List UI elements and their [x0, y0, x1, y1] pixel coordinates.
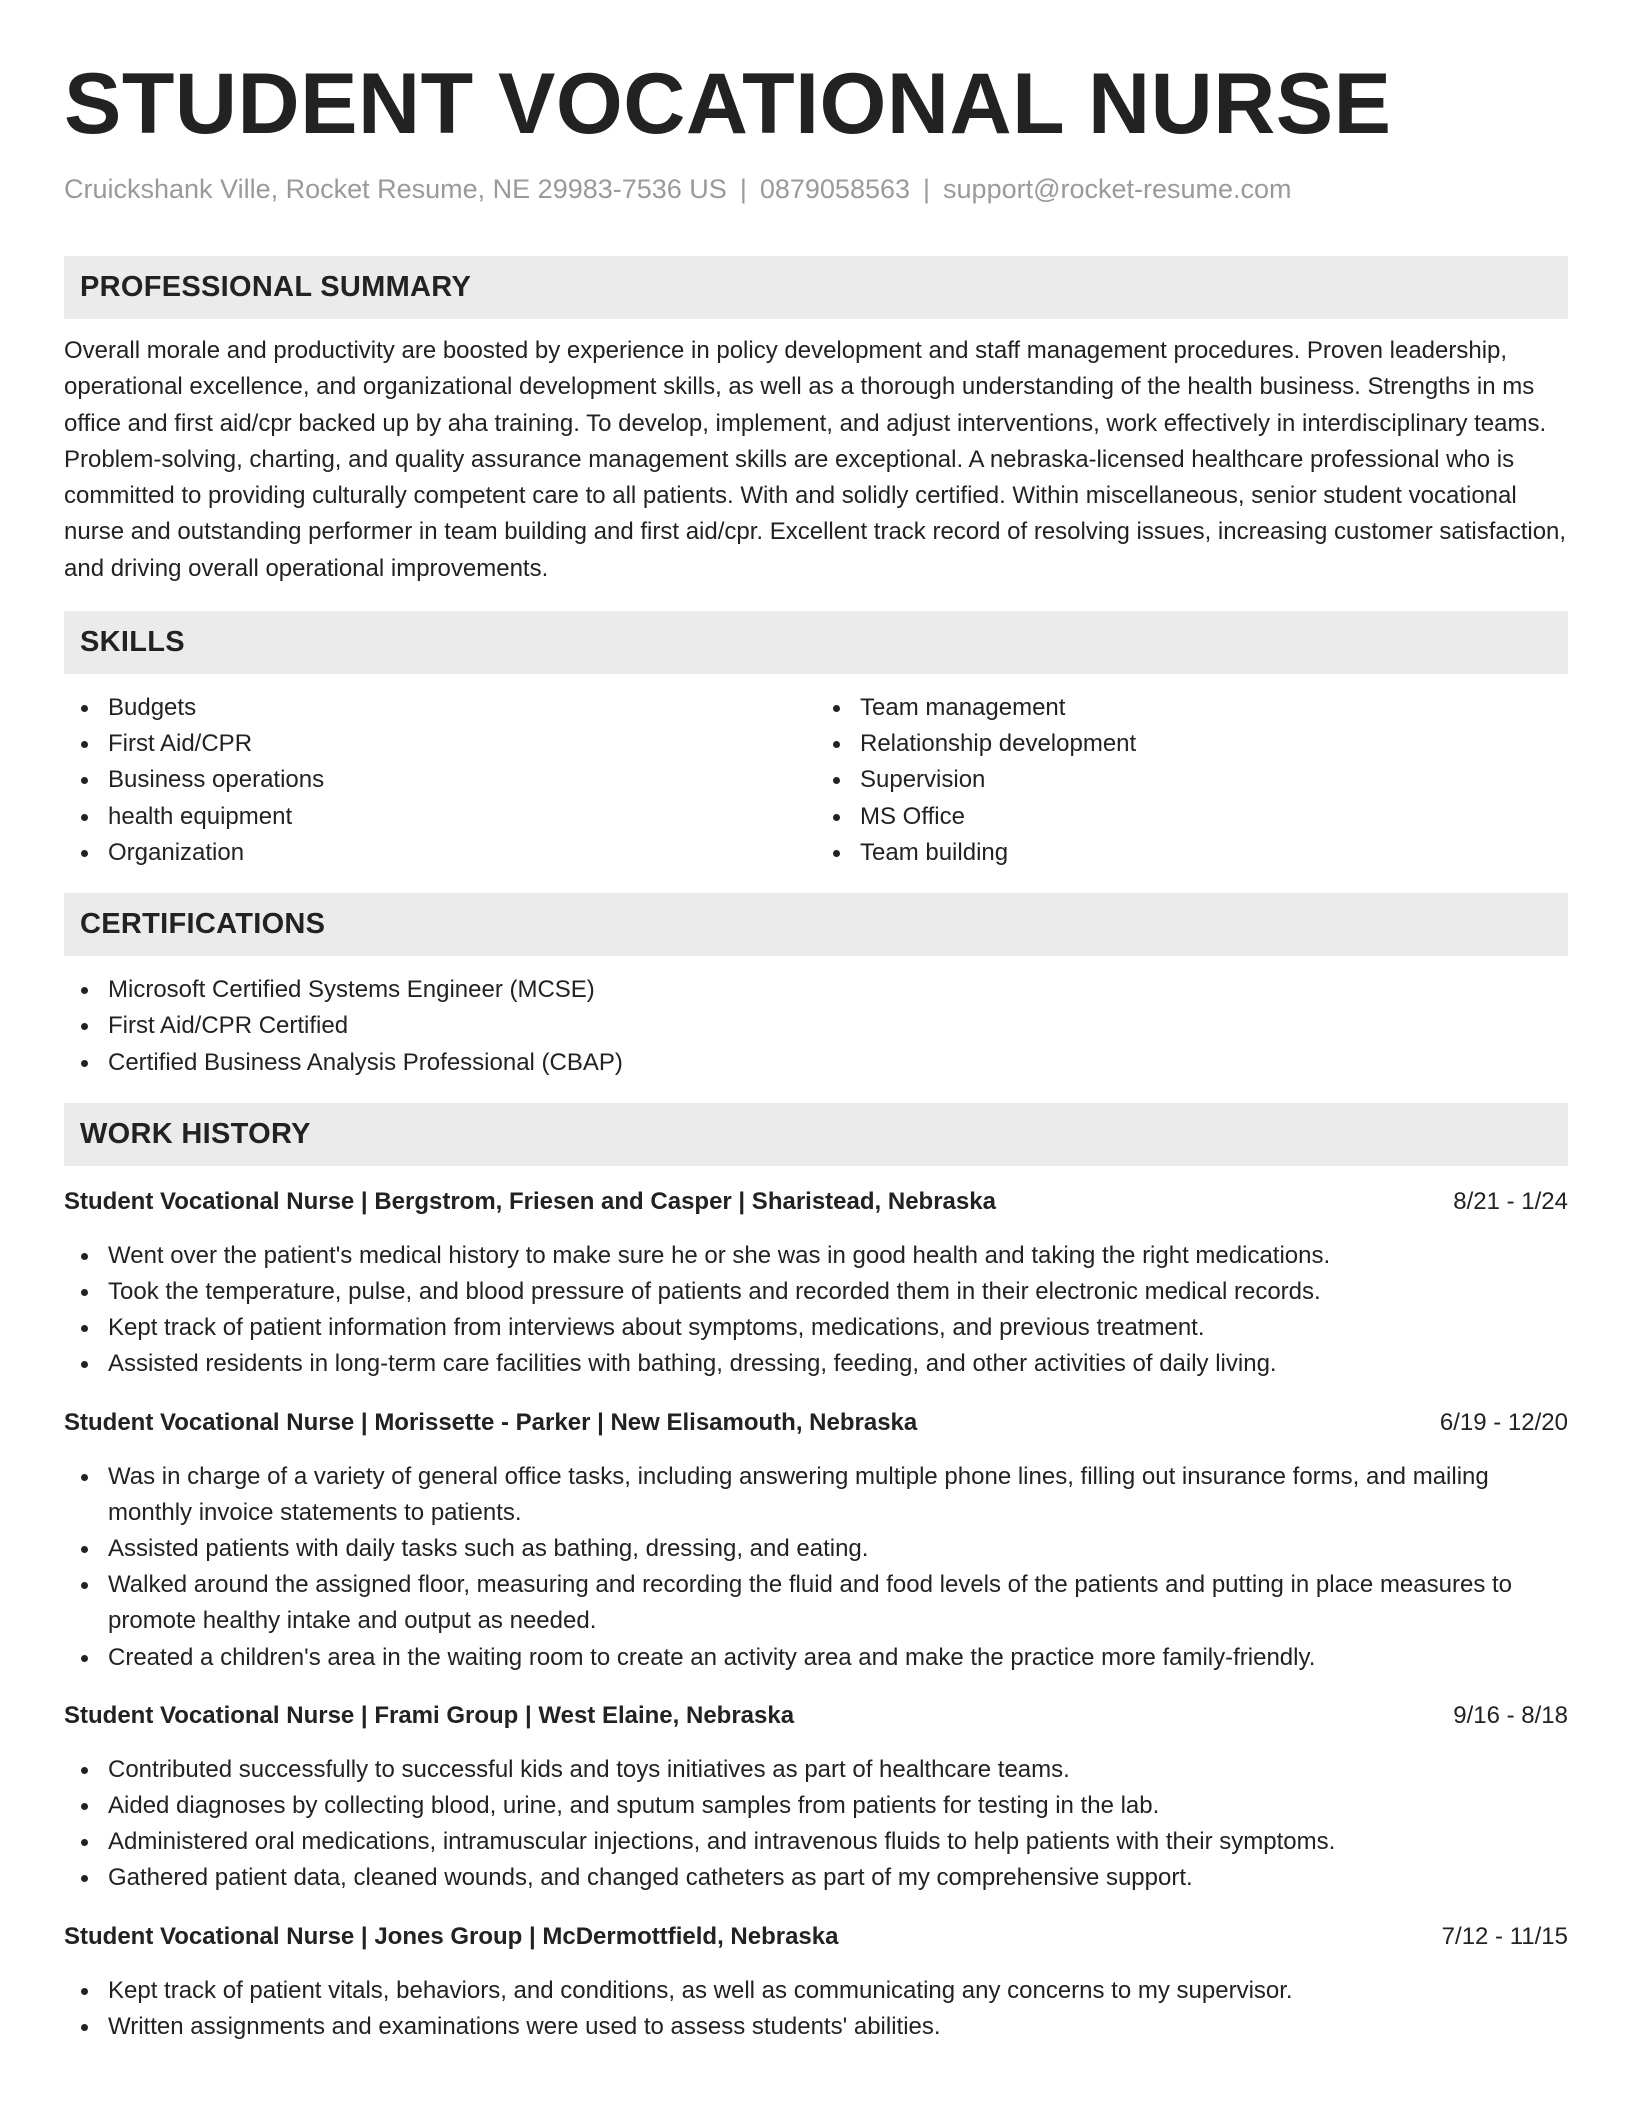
skills-heading: SKILLS — [64, 611, 1568, 674]
job-bullet: Went over the patient's medical history to make sure he or she was in good health and taking the right medications. — [108, 1238, 1568, 1274]
email-link[interactable]: support@rocket-resume.com — [943, 174, 1292, 204]
job-dates: 9/16 - 8/18 — [1453, 1701, 1568, 1729]
skill-item: Team building — [860, 835, 1568, 871]
contact-separator: | — [739, 174, 747, 204]
job-title: Student Vocational Nurse | Jones Group | McDermottfield, Nebraska — [64, 1922, 839, 1950]
job-bullet: Created a children's area in the waiting room to create an activity area and make the practice more family-friendly. — [108, 1640, 1568, 1676]
summary-text: Overall morale and productivity are boosted by experience in policy development and staff management procedures. Proven leadership, operational excellence, and organizational development skills, as well as a thorough understanding of the health business. Strengths in ms office and first aid/cpr backed up by aha training. To develop, implement, and adjust interventions, work effectively in interdisciplinary teams. Problem-solving, charting, and quality assurance management skills are exceptional. A nebraska-licensed healthcare professional who is committed to providing culturally competent care to all patients. With and solidly certified. Within miscellaneous, senior student vocational nurse and outstanding performer in team building and first aid/cpr. Excellent track record of resolving issues, increasing customer satisfaction, and driving overall operational improvements. — [64, 337, 1567, 582]
job-bullet: Walked around the assigned floor, measuring and recording the fluid and food levels of the patients and putting in place measures to promote healthy intake and output as needed. — [108, 1567, 1568, 1639]
skills-columns — [64, 690, 1568, 871]
job-header — [64, 1186, 1568, 1218]
job-entry — [64, 1921, 1568, 2045]
job-header — [64, 1921, 1568, 1953]
skills-list-left — [64, 690, 816, 871]
job-bullet: Took the temperature, pulse, and blood pressure of patients and recorded them in their electronic medical records. — [108, 1274, 1568, 1310]
skill-item: Team management — [860, 690, 1568, 726]
job-entry — [64, 1700, 1568, 1897]
job-bullet: Gathered patient data, cleaned wounds, and changed catheters as part of my comprehensive support. — [108, 1860, 1568, 1896]
skill-item: First Aid/CPR — [108, 726, 816, 762]
job-title: Student Vocational Nurse | Frami Group | West Elaine, Nebraska — [64, 1701, 795, 1729]
job-dates: 6/19 - 12/20 — [1439, 1408, 1568, 1436]
skill-item: MS Office — [860, 799, 1568, 835]
job-header — [64, 1407, 1568, 1439]
certification-item: First Aid/CPR Certified — [108, 1008, 1568, 1044]
work-history-heading: WORK HISTORY — [64, 1103, 1568, 1166]
job-bullet: Contributed successfully to successful kids and toys initiatives as part of healthcare teams. — [108, 1752, 1568, 1788]
job-bullet: Was in charge of a variety of general office tasks, including answering multiple phone lines, filling out insurance forms, and mailing monthly invoice statements to patients. — [108, 1459, 1568, 1531]
phone-text: 0879058563 — [759, 174, 911, 204]
skill-item: health equipment — [108, 799, 816, 835]
job-bullet: Assisted patients with daily tasks such as bathing, dressing, and eating. — [108, 1531, 1568, 1567]
job-entry — [64, 1186, 1568, 1383]
job-header — [64, 1700, 1568, 1732]
job-entry — [64, 1407, 1568, 1676]
skill-item: Relationship development — [860, 726, 1568, 762]
certification-item: Certified Business Analysis Professional (CBAP) — [108, 1045, 1568, 1081]
job-dates: 8/21 - 1/24 — [1453, 1187, 1568, 1215]
certification-item: Microsoft Certified Systems Engineer (MCSE) — [108, 972, 1568, 1008]
address-text: Cruickshank Ville, Rocket Resume, NE 29983-7536 US — [64, 174, 727, 204]
skill-item: Budgets — [108, 690, 816, 726]
job-bullet: Written assignments and examinations were used to assess students' abilities. — [108, 2009, 1568, 2045]
page-title: STUDENT VOCATIONAL NURSE — [64, 56, 1392, 152]
skill-item: Organization — [108, 835, 816, 871]
certifications-heading: CERTIFICATIONS — [64, 893, 1568, 956]
job-bullets — [64, 1752, 1568, 1897]
job-bullet: Administered oral medications, intramuscular injections, and intravenous fluids to help patients with their symptoms. — [108, 1824, 1568, 1860]
resume-page — [64, 0, 1568, 2045]
summary-heading: PROFESSIONAL SUMMARY — [64, 256, 1568, 319]
certifications-list — [64, 972, 1568, 1081]
skill-item: Supervision — [860, 762, 1568, 798]
contact-line — [64, 172, 1568, 206]
job-dates: 7/12 - 11/15 — [1441, 1922, 1568, 1950]
job-bullets — [64, 1238, 1568, 1383]
contact-separator: | — [923, 174, 931, 204]
job-bullet: Kept track of patient vitals, behaviors, and conditions, as well as communicating any concerns to my supervisor. — [108, 1973, 1568, 2009]
job-title: Student Vocational Nurse | Morissette - Parker | New Elisamouth, Nebraska — [64, 1408, 918, 1436]
skill-item: Business operations — [108, 762, 816, 798]
skills-list-right — [816, 690, 1568, 871]
job-bullet: Assisted residents in long-term care facilities with bathing, dressing, feeding, and other activities of daily living. — [108, 1346, 1568, 1382]
job-bullet: Aided diagnoses by collecting blood, urine, and sputum samples from patients for testing in the lab. — [108, 1788, 1568, 1824]
job-title: Student Vocational Nurse | Bergstrom, Friesen and Casper | Sharistead, Nebraska — [64, 1187, 996, 1215]
job-bullets — [64, 1459, 1568, 1676]
job-bullet: Kept track of patient information from interviews about symptoms, medications, and previous treatment. — [108, 1310, 1568, 1346]
job-bullets — [64, 1973, 1568, 2045]
